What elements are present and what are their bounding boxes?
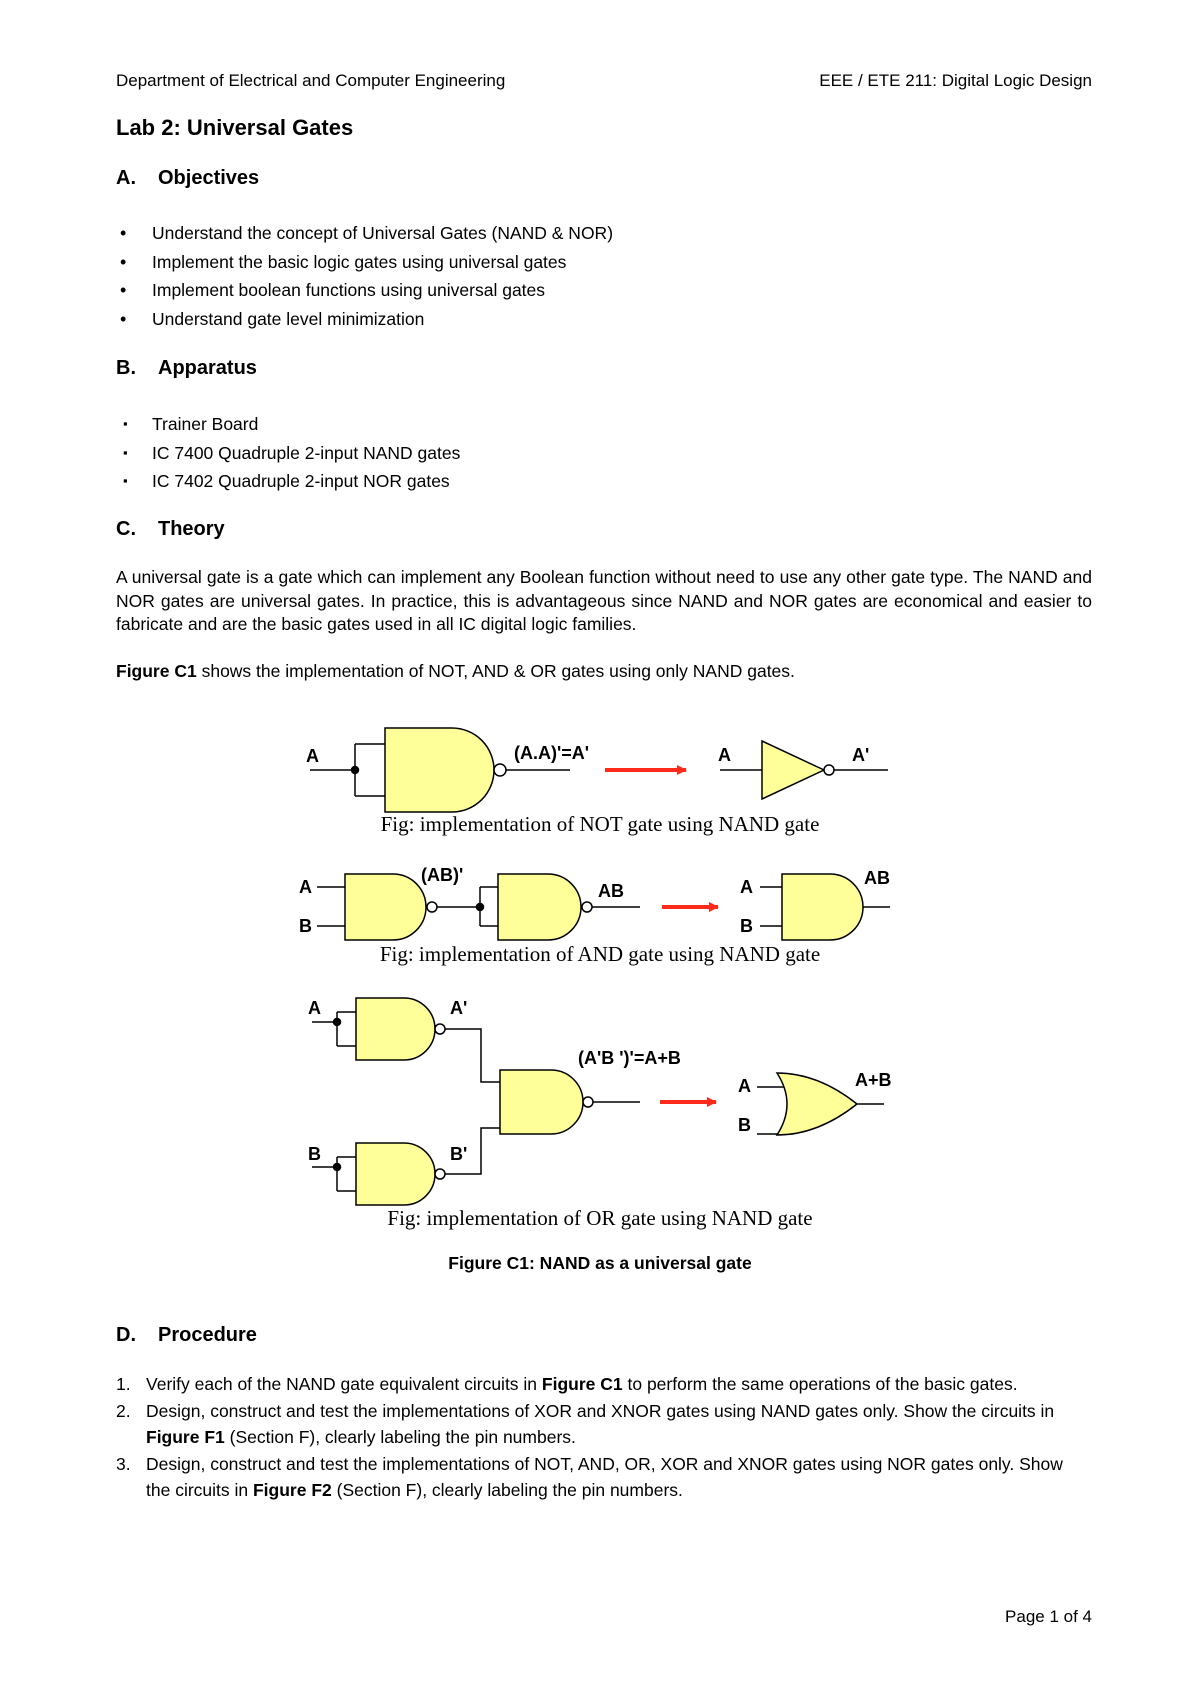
section-letter: A. <box>116 167 136 189</box>
and-eq-output-label: AB <box>864 868 890 888</box>
or-eq-output-label: A+B <box>855 1070 892 1090</box>
not-caption: Fig: implementation of NOT gate using NAND gate <box>380 812 820 836</box>
list-item: ▪ Trainer Board <box>123 414 259 434</box>
section-objectives-heading <box>116 167 259 190</box>
section-procedure-heading <box>116 1324 257 1347</box>
list-item: • Understand the concept of Universal Gates (NAND & NOR) <box>120 223 614 243</box>
section-letter: D. <box>116 1324 136 1346</box>
list-item: 3. Design, construct and test the implementations of NOT, AND, OR, XOR and XNOR gates using NOR gates only. Show the circuits in Figure F2 (Section F), clearly labeling the pin numbers. <box>116 1454 1063 1500</box>
or-input-b-label: B <box>308 1144 321 1164</box>
list-item: 2. Design, construct and test the implementations of XOR and XNOR gates using NAND gates only. Show the circuits in Figure F1 (Section F), clearly labeling the pin numbers. <box>116 1401 1055 1447</box>
section-letter: B. <box>116 357 136 379</box>
header-course: EEE / ETE 211: Digital Logic Design <box>819 71 1092 90</box>
list-item: 1. Verify each of the NAND gate equivalent circuits in Figure C1 to perform the same operations of the basic gates. <box>116 1374 1018 1394</box>
or-output-label: (A'B ')'=A+B <box>578 1048 681 1068</box>
page-number: Page 1 of 4 <box>1005 1607 1092 1626</box>
objectives-list <box>116 219 613 333</box>
or-input-a-label: A <box>308 998 321 1018</box>
or-nand-gate <box>312 998 884 1205</box>
list-item: • Understand gate level minimization <box>120 308 425 329</box>
section-title: Apparatus <box>158 357 257 379</box>
not-eq-output-label: A' <box>852 745 870 765</box>
procedure-list <box>116 1371 1076 1504</box>
figure-reference-paragraph: Figure C1 shows the implementation of NOT, AND & OR gates using only NAND gates. <box>116 661 795 681</box>
not-input-label: A <box>306 746 319 766</box>
list-item: ▪ IC 7400 Quadruple 2-input NAND gates <box>123 442 461 463</box>
and-caption: Fig: implementation of AND gate using NAND gate <box>379 942 821 966</box>
page-title: Lab 2: Universal Gates <box>116 115 354 140</box>
not-nand-gate <box>310 728 888 812</box>
section-apparatus-heading <box>116 357 257 380</box>
and-eq-b-label: B <box>740 916 753 936</box>
not-output-label: (A.A)'=A' <box>514 743 590 763</box>
and-output-label: AB <box>598 881 624 901</box>
or-caption: Fig: implementation of OR gate using NAND gate <box>387 1206 813 1230</box>
theory-paragraph: A universal gate is a gate which can implement any Boolean function without need to use any other gate type. The NAND and NOR gates are universal gates. In practice, this is advantageous since NAND and NOR gates are economical and easier to fabricate and are the basic gates used in all IC digital logic families. <box>116 567 1092 634</box>
or-mid-a-label: A' <box>450 998 468 1018</box>
apparatus-list <box>116 410 460 496</box>
or-eq-a-label: A <box>738 1076 751 1096</box>
and-input-a-label: A <box>299 877 312 897</box>
and-eq-a-label: A <box>740 877 753 897</box>
list-item: ▪ IC 7402 Quadruple 2-input NOR gates <box>123 471 450 491</box>
header-department: Department of Electrical and Computer Engineering <box>116 71 506 90</box>
section-letter: C. <box>116 518 136 540</box>
figure-c1-diagram <box>0 700 1200 1240</box>
section-title: Theory <box>158 518 225 540</box>
section-title: Procedure <box>158 1324 257 1346</box>
and-mid-label: (AB)' <box>421 865 464 885</box>
list-item: • Implement boolean functions using universal gates <box>120 280 546 300</box>
or-eq-b-label: B <box>738 1115 751 1135</box>
figure-c1-title: Figure C1: NAND as a universal gate <box>448 1253 752 1273</box>
or-mid-b-label: B' <box>450 1144 468 1164</box>
not-eq-input-label: A <box>718 745 731 765</box>
list-item: • Implement the basic logic gates using universal gates <box>120 251 567 272</box>
section-theory-heading <box>116 518 225 541</box>
section-title: Objectives <box>158 167 260 189</box>
and-input-b-label: B <box>299 916 312 936</box>
